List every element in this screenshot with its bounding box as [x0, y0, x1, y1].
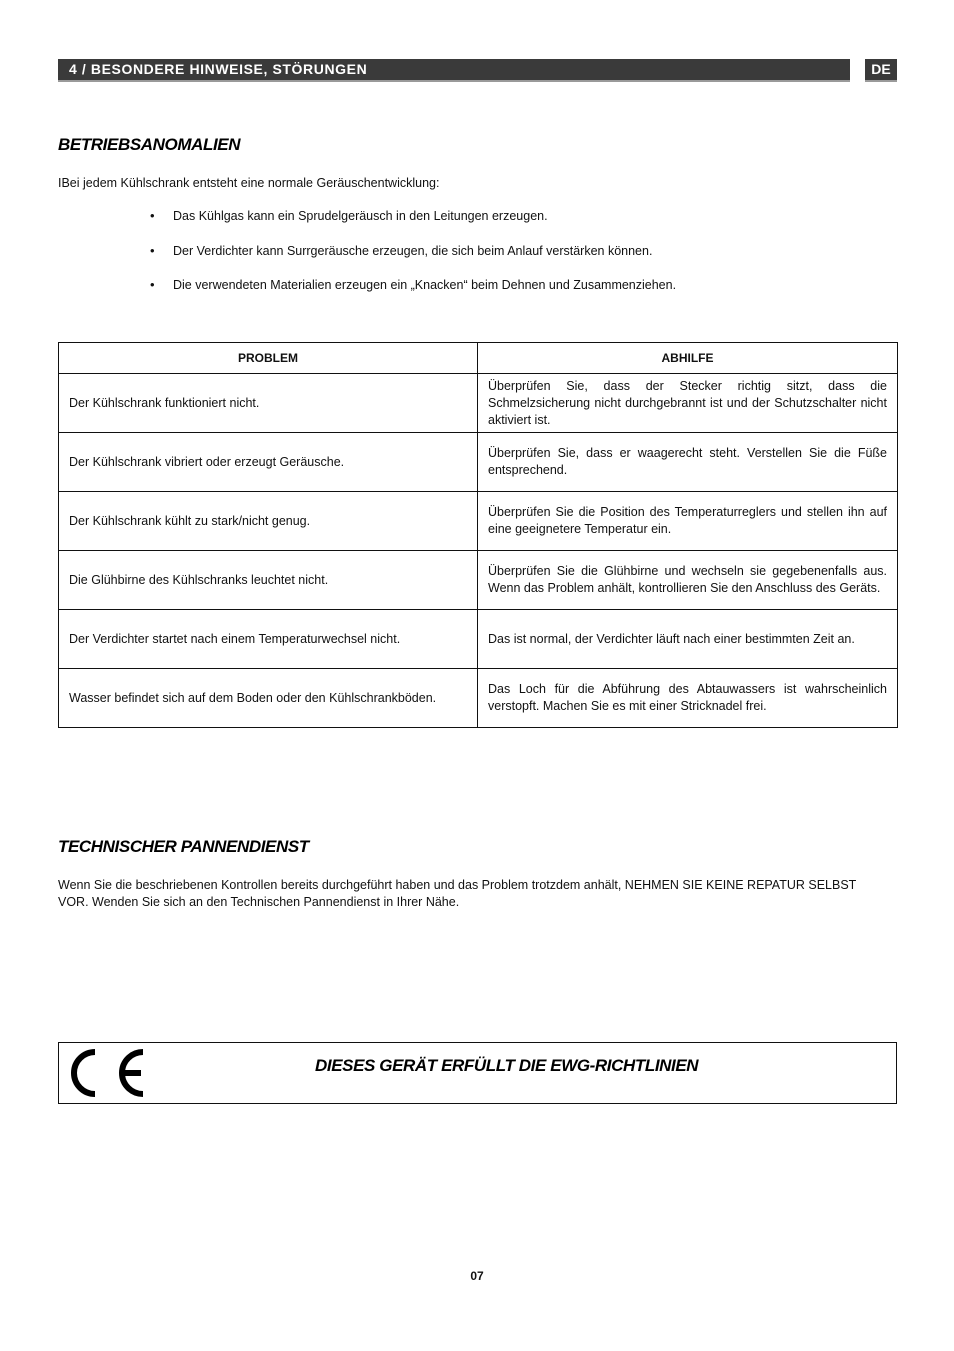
bullet-item: • Der Verdichter kann Surrgeräusche erzeugen, die sich beim Anlauf verstärken können.	[150, 244, 676, 279]
remedy-cell: Das Loch für die Abführung des Abtauwassers ist wahrscheinlich verstopft. Machen Sie es mit einer Stricknadel frei.	[478, 669, 898, 728]
problem-cell: Der Kühlschrank funktioniert nicht.	[59, 374, 478, 433]
table-header-row	[59, 343, 898, 374]
problem-cell: Wasser befindet sich auf dem Boden oder den Kühlschrankböden.	[59, 669, 478, 728]
remedy-cell: Überprüfen Sie die Position des Temperaturreglers und stellen ihn auf eine geeignetere Temperatur ein.	[478, 492, 898, 551]
service-heading: TECHNISCHER PANNENDIENST	[58, 837, 309, 856]
section-header-bar	[58, 59, 850, 82]
problem-cell: Der Kühlschrank vibriert oder erzeugt Geräusche.	[59, 433, 478, 492]
compliance-text: DIESES GERÄT ERFÜLLT DIE EWG-RICHTLINIEN	[315, 1056, 699, 1075]
section-title: BESONDERE HINWEISE, STÖRUNGEN	[90, 61, 368, 77]
compliance-box	[58, 1042, 897, 1104]
problem-cell: Der Kühlschrank kühlt zu stark/nicht genug.	[59, 492, 478, 551]
ce-mark-icon	[63, 1047, 147, 1104]
bullet-item: • Das Kühlgas kann ein Sprudelgeräusch in den Leitungen erzeugen.	[150, 209, 676, 244]
remedy-cell: Das ist normal, der Verdichter läuft nach einer bestimmten Zeit an.	[478, 610, 898, 669]
remedy-cell: Überprüfen Sie, dass er waagerecht steht. Verstellen Sie die Füße entsprechend.	[478, 433, 898, 492]
language-badge: DE	[865, 59, 897, 82]
section-number: 4 /	[69, 61, 87, 77]
problem-cell: Der Verdichter startet nach einem Temperaturwechsel nicht.	[59, 610, 478, 669]
remedy-cell: Überprüfen Sie die Glühbirne und wechseln sie gegebenenfalls aus. Wenn das Problem anhält, kontrollieren Sie den Anschluss des Geräts.	[478, 551, 898, 610]
column-header-remedy: ABHILFE	[478, 343, 898, 374]
problem-cell: Die Glühbirne des Kühlschranks leuchtet nicht.	[59, 551, 478, 610]
anomalies-intro: IBei jedem Kühlschrank entsteht eine normale Geräuschentwicklung:	[58, 176, 440, 190]
table-row	[59, 433, 898, 492]
table-row	[59, 610, 898, 669]
remedy-cell: Überprüfen Sie, dass der Stecker richtig sitzt, dass die Schmelzsicherung nicht durchgebrannt ist und der Schutzschalter nicht aktiviert ist.	[478, 374, 898, 433]
anomalies-heading: BETRIEBSANOMALIEN	[58, 135, 241, 154]
noise-bullet-list	[150, 209, 676, 313]
table-row	[59, 669, 898, 728]
table-row	[59, 492, 898, 551]
table-row	[59, 551, 898, 610]
page-number: 07	[470, 1269, 484, 1283]
troubleshooting-table	[58, 342, 898, 728]
service-text: Wenn Sie die beschriebenen Kontrollen bereits durchgeführt haben und das Problem trotzdem anhält, NEHMEN SIE KEINE REPATUR SELBST VOR. Wenden Sie sich an den Technischen Pannendienst in Ihrer Nähe.	[58, 878, 857, 909]
bullet-item: • Die verwendeten Materialien erzeugen ein „Knacken“ beim Dehnen und Zusammenziehen.	[150, 278, 676, 313]
column-header-problem: PROBLEM	[59, 343, 478, 374]
table-row	[59, 374, 898, 433]
